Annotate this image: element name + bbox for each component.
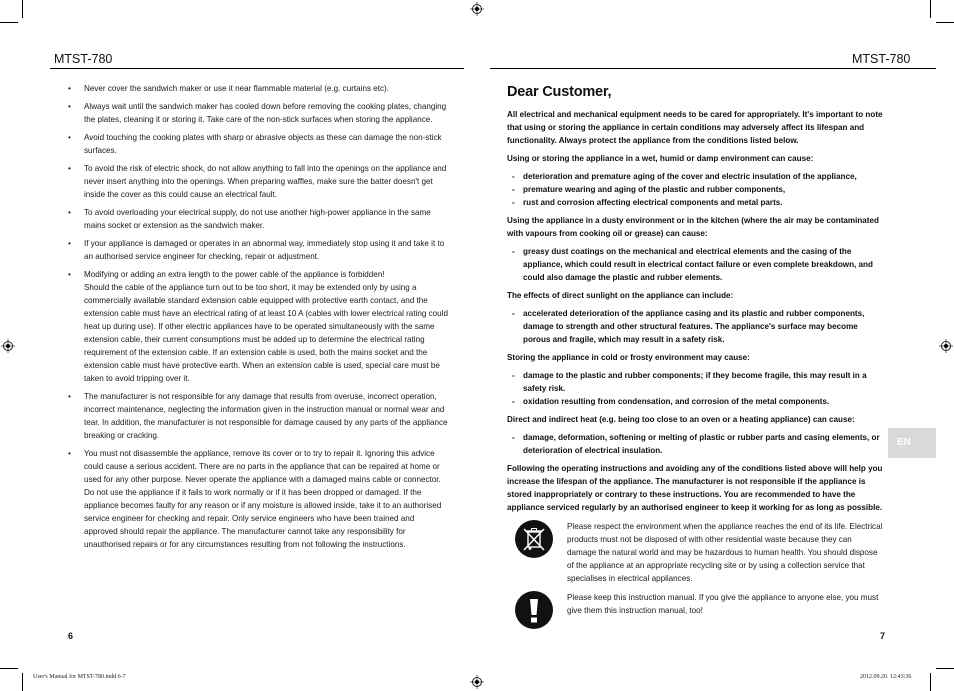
model-header-left: MTST-780 — [54, 52, 113, 66]
condition-item: - damage to the plastic and rubber components; if they become fragile, this may result in a safety risk. — [507, 369, 883, 395]
exclamation-icon — [515, 591, 553, 629]
keep-manual-notice — [507, 591, 883, 629]
condition-item: - accelerated deterioration of the appliance casing and its plastic and rubber components, damage to strength and other structural features. The appliance's surface may become porous and fragile, which may result in a safety risk. — [507, 307, 883, 346]
keep-manual-text: Please keep this instruction manual. If you give the appliance to anyone else, you must give them this instruction manual, too! — [567, 593, 879, 615]
language-tab: EN — [888, 428, 936, 458]
condition-item: - oxidation resulting from condensation, and corrosion of the metal components. — [507, 395, 883, 408]
crop-mark — [936, 668, 954, 669]
crop-mark — [930, 673, 931, 691]
crop-mark — [22, 673, 23, 691]
registration-mark-icon — [470, 675, 484, 689]
registration-mark-icon — [1, 339, 15, 353]
customer-notice — [507, 84, 883, 629]
condition-heading: The effects of direct sunlight on the appliance can include: — [507, 291, 734, 300]
model-header-right: MTST-780 — [852, 52, 911, 66]
condition-heading: Using or storing the appliance in a wet, humid or damp environment can cause: — [507, 154, 814, 163]
intro-paragraph: All electrical and mechanical equipment needs to be cared for appropriately. It's important to note that using or storing the appliance in certain conditions may adversely affect its lifespan and functionality. Always protect the appliance from the conditions listed below. — [507, 110, 883, 145]
crop-mark — [0, 668, 18, 669]
registration-mark-icon — [939, 339, 953, 353]
condition-list — [507, 307, 883, 346]
header-rule-left — [50, 68, 464, 69]
condition-heading: Using the appliance in a dusty environment or in the kitchen (where the air may be contaminated with vapours from cooking oil or grease) can cause: — [507, 216, 879, 238]
recycle-notice — [507, 520, 883, 585]
condition-sections — [507, 152, 883, 457]
safety-bullet-list — [66, 82, 448, 556]
condition-list — [507, 170, 883, 209]
safety-bullet: • The manufacturer is not responsible for any damage that results from overuse, incorrect operation, incorrect maintenance, neglecting the information given in the instruction manual or normal wear and tear. In addition, the manufacturer is not responsible for damage caused by any parts of the appliance breaking or cracking. — [66, 390, 448, 442]
condition-item: - greasy dust coatings on the mechanical and electrical elements and the casing of the appliance, which could result in electrical contact failure or even complete breakdown, and could also damage the plastic and rubber elements. — [507, 245, 883, 284]
safety-bullet: • Never cover the sandwich maker or use it near flammable material (e.g. curtains etc). — [66, 82, 448, 95]
crop-mark — [22, 0, 23, 18]
page-number-left: 6 — [68, 631, 74, 641]
safety-bullet: • To avoid the risk of electric shock, do not allow anything to fall into the openings on the appliance and never insert anything into the openings. When preparing waffles, make sure the batter doesn't get inside the cover as this could cause an electrical fault. — [66, 162, 448, 201]
crop-mark — [936, 22, 954, 23]
recycle-notice-text: Please respect the environment when the appliance reaches the end of its life. Electrical products must not be disposed of with other residential waste because they can damage the natural world and may be hazardous to human health. You should dispose of the appliance at an appropriate recycling site or by using a collection service that specialises in electrical appliances. — [567, 522, 883, 583]
condition-heading: Direct and indirect heat (e.g. being too close to an oven or a heating appliance) can cause: — [507, 415, 855, 424]
condition-list — [507, 431, 883, 457]
header-rule-right — [490, 68, 936, 69]
safety-bullet: • If your appliance is damaged or operates in an abnormal way, immediately stop using it and take it to an authorised service engineer for checking, repair or adjustment. — [66, 237, 448, 263]
safety-bullet: • To avoid overloading your electrical supply, do not use another high-power appliance in the same mains socket or extension as the sandwich maker. — [66, 206, 448, 232]
condition-list — [507, 369, 883, 408]
closing-paragraph: Following the operating instructions and avoiding any of the conditions listed above will help you increase the lifespan of the appliance. The manufacturer is not responsible if the appliance is stored inappropriately or contrary to these instructions. You are recommended to have the appliance serviced regularly by an authorised engineer to keep it working for as long as possible. — [507, 464, 883, 512]
safety-bullet: • You must not disassemble the appliance, remove its cover or to try to repair it. Ignoring this advice could cause a serious accident. There are no parts in the appliance that can be repaired at home or used for any other purpose. Never operate the appliance with a damaged mains cable or connector. Do not use the appliance if it fails to work normally or if it has been dropped or damaged. If the appliance becomes faulty for any reason or if any moisture is allowed inside, take it to an authorised service engineer for checking and repair. Only service engineers who have been trained and approved should repair the appliance. The manufacturer cannot take any responsibility for unauthorised repairs or for any circumstances resulting from not following the instructions. — [66, 447, 448, 551]
condition-item: - damage, deformation, softening or melting of plastic or rubber parts and casing elements, or deterioration of electrical insulation. — [507, 431, 883, 457]
crop-mark — [930, 0, 931, 18]
footer-timestamp: 2012.09.20. 12:43:36 — [860, 674, 912, 680]
safety-bullet: • Modifying or adding an extra length to the power cable of the appliance is forbidden! Should the cable of the appliance turn out to be too short, it may be extended only by using a commercially available standard extension cable equipped with protective earth contact, and the extension cable must have an electrical rating of at least 10 A (cables with lower electrical rating could heat up during use). If other electric appliances have to be operated simultaneously with the same extension cable, their current consumptions must be added up to determine the electrical rating requirement of the extension cable. If an extension cable is used, both the mains socket and the extension cable must have protective earth. When an extension cable is used, special care must be taken to avoid tripping over it. — [66, 268, 448, 385]
condition-heading: Storing the appliance in cold or frosty environment may cause: — [507, 353, 750, 362]
condition-list — [507, 245, 883, 284]
crossed-out-wheelie-bin-icon — [515, 520, 553, 558]
safety-bullet: • Avoid touching the cooking plates with sharp or abrasive objects as these can damage the non-stick surfaces. — [66, 131, 448, 157]
page-title: Dear Customer, — [507, 84, 612, 100]
condition-item: - deterioration and premature aging of the cover and electric insulation of the appliance, — [507, 170, 883, 183]
page-number-right: 7 — [880, 631, 886, 641]
condition-item: - premature wearing and aging of the plastic and rubber components, — [507, 183, 883, 196]
safety-bullet: • Always wait until the sandwich maker has cooled down before removing the cooking plates, changing the plates, cleaning it or storing it. Take care of the non-stick surfaces when storing the appliance. — [66, 100, 448, 126]
crop-mark — [0, 22, 18, 23]
footer-file-info: User's Manual for MTST-780.indd 6-7 — [33, 674, 126, 680]
condition-item: - rust and corrosion affecting electrical components and metal parts. — [507, 196, 883, 209]
registration-mark-icon — [470, 2, 484, 16]
